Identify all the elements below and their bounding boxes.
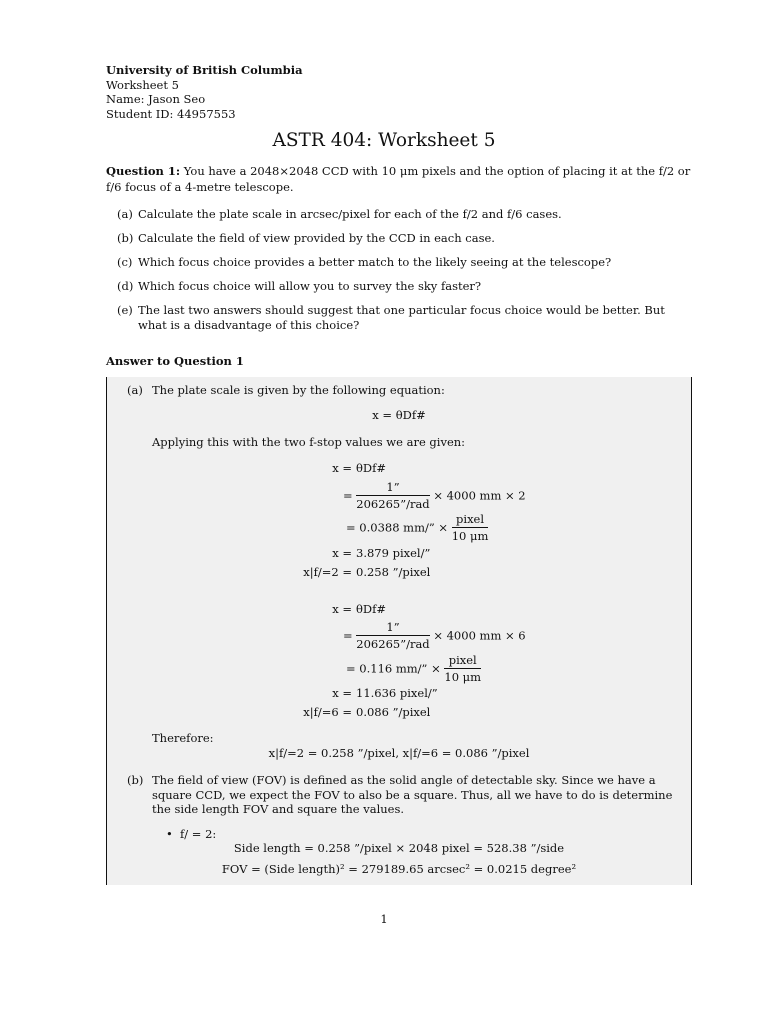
fov-equation: FOV = (Side length)² = 279189.65 arcsec² = 0.0215 degree² <box>221 862 577 876</box>
question-1 <box>106 163 692 195</box>
part-text: Calculate the plate scale in arcsec/pixel for each of the f/2 and f/6 cases. <box>138 207 562 221</box>
question-part <box>117 279 692 294</box>
student-name: Name: Jason Seo <box>106 92 206 106</box>
part-text: Which focus choice provides a better match to the likely seeing at the telescope? <box>138 255 612 269</box>
part-label: (d) <box>117 279 134 293</box>
fraction: $\frac{1”}{\text{206265”/rad}}$ <box>356 480 430 511</box>
eq-line-2: = $\frac{1”}{\text{206265”/rad}}$ × 4000 mm × 6 <box>343 620 526 651</box>
worksheet-label: Worksheet 5 <box>106 77 179 92</box>
page-title: ASTR 404: Worksheet 5 <box>272 130 496 151</box>
part-a-intro: The plate scale is given by the following equation: <box>152 383 445 397</box>
fraction: $\frac{\text{pixel}}{10 \mu m}$ <box>444 653 482 684</box>
student-id: Student ID: 44957553 <box>106 106 236 121</box>
eq-lhs: x = <box>332 602 352 616</box>
eq-rhs: 11.636 pixel/” <box>356 686 438 700</box>
eq-lhs: x = <box>332 686 352 700</box>
eq-lhs: x|f/=6 = <box>303 705 352 719</box>
part-b-text: The field of view (FOV) is defined as the solid angle of detectable sky. Since we have a square CCD, we expect the FOV to also be a square. Thus, all we have to do is determine the side length FOV and square the values. <box>152 773 673 816</box>
eq-rhs: 0.086 ”/pixel <box>356 705 431 719</box>
eq-rhs: 3.879 pixel/” <box>356 546 431 560</box>
answer-heading: Answer to Question 1 <box>106 354 244 368</box>
eq-line-3: = 0.0388 mm/” × $\frac{\text{pixel}}{10 \mu m}$ <box>346 512 489 543</box>
part-label: (a) <box>117 207 133 221</box>
question-part <box>117 231 692 246</box>
eq-line-2: = $\frac{1”}{\text{206265”/rad}}$ × 4000 mm × 2 <box>343 480 526 511</box>
question-part <box>117 207 692 222</box>
university-name: University of British Columbia <box>106 63 303 77</box>
eq-lhs: x = <box>332 461 352 475</box>
eq-rhs: 0.258 ”/pixel <box>356 565 431 579</box>
bullet-label: f/ = 2: <box>180 827 217 841</box>
eq-lhs: x|f/=2 = <box>303 565 352 579</box>
part-label: (b) <box>117 231 134 245</box>
therefore-label: Therefore: <box>152 731 214 745</box>
part-text: The last two answers should suggest that one particular focus choice would be better. But what is a disadvantage of this choice? <box>138 303 665 332</box>
eq-lhs: x = <box>332 546 352 560</box>
eq-line-3: = 0.116 mm/” × $\frac{\text{pixel}}{10 \mu m}$ <box>346 653 482 684</box>
question-parts <box>117 207 692 342</box>
part-b-label: (b) <box>127 773 144 787</box>
apply-text: Applying this with the two f-stop values we are given: <box>152 435 466 449</box>
header-block <box>106 63 303 121</box>
question-text: You have a 2048×2048 CCD with 10 μm pixels and the option of placing it at the f/2 or f/6 focus of a 4-metre telescope. <box>106 164 691 194</box>
fraction: $\frac{\text{pixel}}{10 \mu m}$ <box>451 512 489 543</box>
bullet-icon: • <box>166 827 173 841</box>
part-text: Calculate the field of view provided by the CCD in each case. <box>138 231 495 245</box>
answer-box <box>106 377 692 885</box>
part-text: Which focus choice will allow you to survey the sky faster? <box>138 279 482 293</box>
plate-scale-equation: x = θDf# <box>372 408 426 422</box>
fraction: $\frac{1”}{\text{206265”/rad}}$ <box>356 620 430 651</box>
part-a-label: (a) <box>127 383 143 397</box>
question-label: Question 1: <box>106 164 181 178</box>
plate-scale-summary: x|f/=2 = 0.258 ”/pixel, x|f/=6 = 0.086 ”/pixel <box>268 746 530 760</box>
question-part <box>117 255 692 270</box>
side-length-equation: Side length = 0.258 ”/pixel × 2048 pixel = 528.38 ”/side <box>233 841 565 855</box>
eq-rhs: θDf# <box>356 461 387 475</box>
page-number: 1 <box>380 912 388 926</box>
part-label: (c) <box>117 255 133 269</box>
eq-rhs: θDf# <box>356 602 387 616</box>
part-label: (e) <box>117 303 133 317</box>
question-part <box>117 303 692 333</box>
